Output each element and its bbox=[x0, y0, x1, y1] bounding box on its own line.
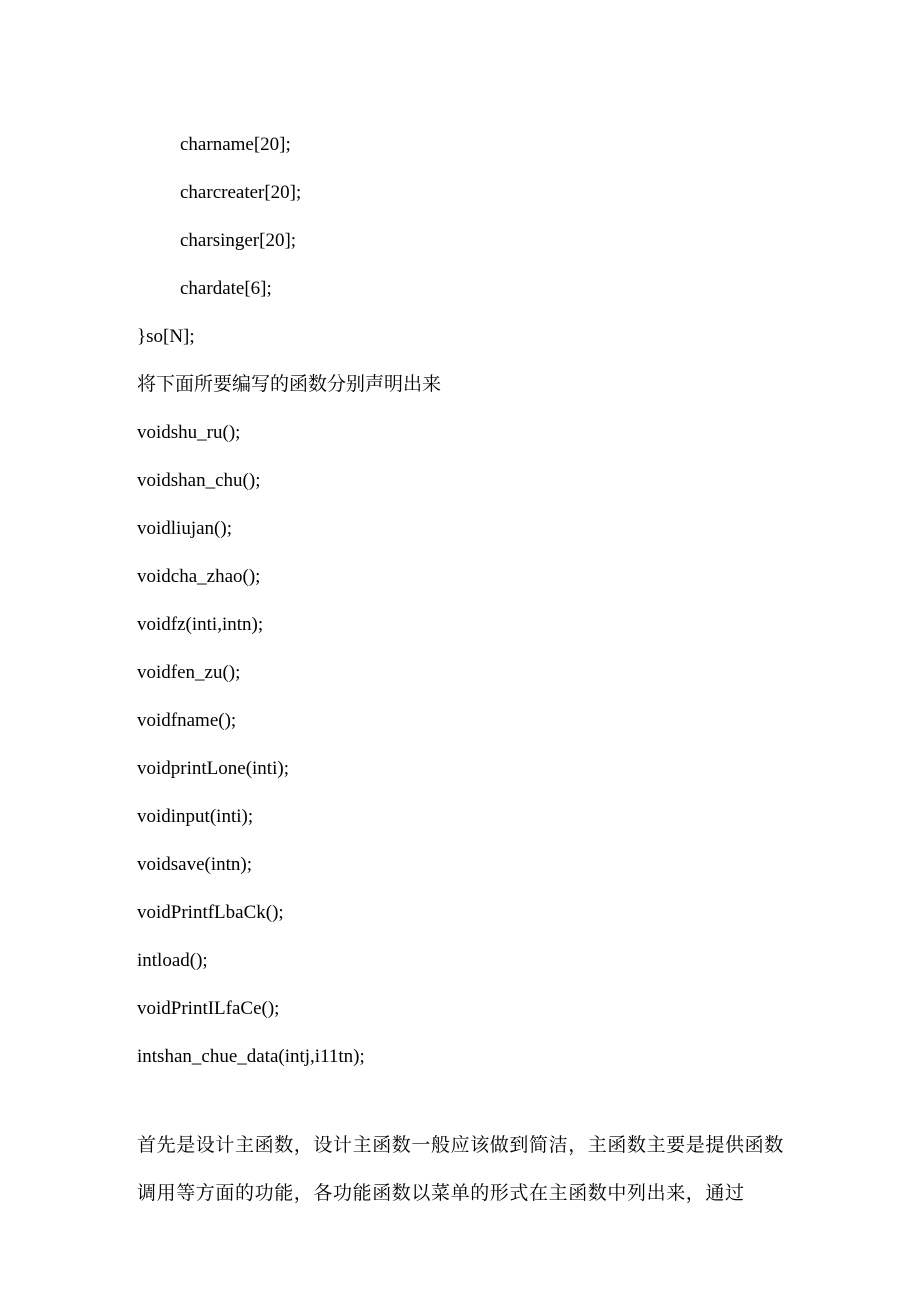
code-line-declaration: voidPrintILfaCe(); bbox=[137, 998, 280, 1019]
code-line-declaration: voidfname(); bbox=[137, 710, 237, 731]
body-paragraph: 首先是设计主函数，设计主函数一般应该做到简洁，主函数主要是提供函数调用等方面的功能，各功能函数以菜单的形式在主函数中列出来，通过 bbox=[137, 1135, 784, 1204]
code-line-declaration: voidfz(inti,intn); bbox=[137, 614, 264, 635]
code-line-struct-field: chardate[6]; bbox=[180, 278, 272, 299]
code-line-declaration: voidshan_chu(); bbox=[137, 470, 261, 491]
code-line-declaration: voidsave(intn); bbox=[137, 854, 253, 875]
code-line-declaration: voidliujan(); bbox=[137, 518, 232, 539]
code-line-struct-field: charsinger[20]; bbox=[180, 230, 297, 251]
code-line-declaration: voidshu_ru(); bbox=[137, 422, 241, 443]
code-line-declaration: intshan_chue_data(intj,i11tn); bbox=[137, 1046, 365, 1067]
code-line-struct-field: charname[20]; bbox=[180, 134, 291, 155]
code-line-declaration: intload(); bbox=[137, 950, 208, 971]
code-line-struct-field: charcreater[20]; bbox=[180, 182, 302, 203]
code-line-declaration: voidprintLone(inti); bbox=[137, 758, 289, 779]
code-line-declaration: voidinput(inti); bbox=[137, 806, 254, 827]
code-line-declaration: voidPrintfLbaCk(); bbox=[137, 902, 284, 923]
code-line-declaration: voidcha_zhao(); bbox=[137, 566, 261, 587]
code-line-declaration: voidfen_zu(); bbox=[137, 662, 241, 683]
declaration-intro-text: 将下面所要编写的函数分别声明出来 bbox=[137, 374, 442, 395]
code-line-struct-end: }so[N]; bbox=[137, 326, 195, 347]
